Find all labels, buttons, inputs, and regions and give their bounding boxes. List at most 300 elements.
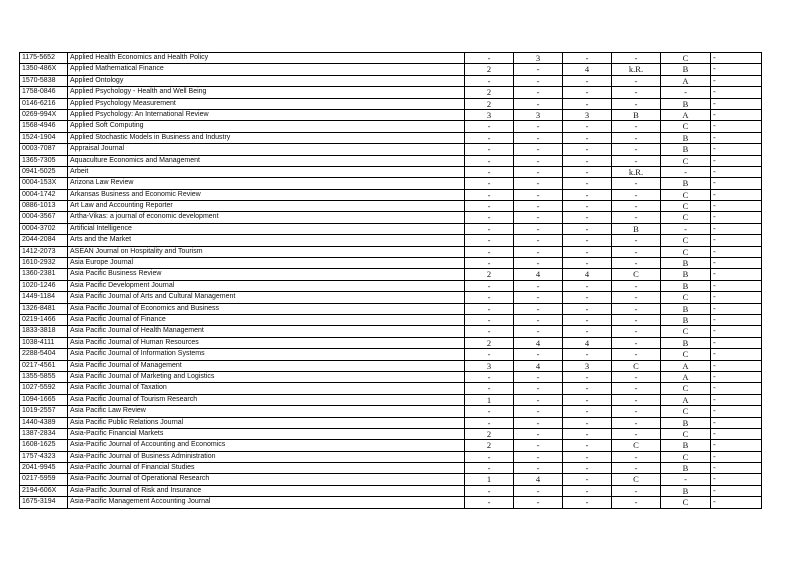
rating-col-5: B (661, 417, 711, 428)
table-body (20, 53, 762, 509)
issn-cell: 1094-1665 (20, 394, 68, 405)
rating-col-2: - (514, 87, 563, 98)
journal-title-cell: Asia Pacific Journal of Finance (68, 314, 465, 325)
rating-col-4: - (612, 303, 661, 314)
rating-col-3: - (563, 474, 612, 485)
rating-col-6: - (711, 155, 762, 166)
rating-col-1: - (465, 144, 514, 155)
rating-col-1: - (465, 406, 514, 417)
table-row (20, 53, 762, 64)
journal-title-cell: Asia Europe Journal (68, 258, 465, 269)
issn-cell: 1758-0846 (20, 87, 68, 98)
journal-title-cell: Asia-Pacific Management Accounting Journal (68, 497, 465, 508)
journal-title-cell: Artificial Intelligence (68, 223, 465, 234)
rating-col-5: C (661, 212, 711, 223)
rating-col-1: - (465, 349, 514, 360)
rating-col-3: - (563, 280, 612, 291)
rating-col-3: - (563, 132, 612, 143)
rating-col-6: - (711, 326, 762, 337)
journal-title-cell: Asia Pacific Journal of Taxation (68, 383, 465, 394)
rating-col-1: 1 (465, 394, 514, 405)
rating-col-3: - (563, 417, 612, 428)
table-row (20, 144, 762, 155)
table-row (20, 258, 762, 269)
rating-col-4: - (612, 53, 661, 64)
rating-col-5: B (661, 98, 711, 109)
rating-col-5: C (661, 406, 711, 417)
rating-col-3: - (563, 463, 612, 474)
rating-col-6: - (711, 53, 762, 64)
rating-col-6: - (711, 394, 762, 405)
rating-col-6: - (711, 201, 762, 212)
table-row (20, 497, 762, 508)
table-row (20, 394, 762, 405)
table-row (20, 314, 762, 325)
rating-col-4: - (612, 235, 661, 246)
journal-title-cell: Asia Pacific Journal of Health Management (68, 326, 465, 337)
issn-cell: 0004-3702 (20, 223, 68, 234)
rating-col-6: - (711, 144, 762, 155)
rating-col-2: - (514, 383, 563, 394)
rating-col-4: - (612, 349, 661, 360)
table-row (20, 155, 762, 166)
rating-col-5: C (661, 383, 711, 394)
rating-col-4: - (612, 383, 661, 394)
rating-col-1: - (465, 178, 514, 189)
rating-col-1: - (465, 132, 514, 143)
issn-cell: 1524-1904 (20, 132, 68, 143)
rating-col-1: - (465, 166, 514, 177)
rating-col-3: - (563, 258, 612, 269)
journal-title-cell: Asia Pacific Journal of Information Systems (68, 349, 465, 360)
rating-col-3: - (563, 246, 612, 257)
rating-col-6: - (711, 497, 762, 508)
table-row (20, 303, 762, 314)
rating-col-3: 3 (563, 109, 612, 120)
issn-cell: 1610-2932 (20, 258, 68, 269)
rating-col-6: - (711, 269, 762, 280)
rating-col-3: - (563, 349, 612, 360)
issn-cell: 0146-6216 (20, 98, 68, 109)
rating-col-5: A (661, 75, 711, 86)
journal-title-cell: Appraisal Journal (68, 144, 465, 155)
rating-col-6: - (711, 303, 762, 314)
rating-col-1: 2 (465, 64, 514, 75)
table-row (20, 326, 762, 337)
rating-col-1: - (465, 223, 514, 234)
issn-cell: 1020-1246 (20, 280, 68, 291)
journal-title-cell: Arts and the Market (68, 235, 465, 246)
journal-title-cell: Asia Pacific Journal of Management (68, 360, 465, 371)
rating-col-3: 3 (563, 360, 612, 371)
rating-col-6: - (711, 64, 762, 75)
rating-col-2: - (514, 235, 563, 246)
table-row (20, 246, 762, 257)
rating-col-6: - (711, 383, 762, 394)
rating-col-1: - (465, 326, 514, 337)
journal-title-cell: Art Law and Accounting Reporter (68, 201, 465, 212)
rating-col-2: - (514, 201, 563, 212)
table-row (20, 337, 762, 348)
rating-col-4: C (612, 269, 661, 280)
rating-col-3: - (563, 406, 612, 417)
rating-col-5: C (661, 428, 711, 439)
journal-title-cell: Arbeit (68, 166, 465, 177)
rating-col-5: B (661, 132, 711, 143)
rating-col-5: - (661, 166, 711, 177)
rating-col-4: - (612, 189, 661, 200)
rating-col-1: 1 (465, 474, 514, 485)
rating-col-5: B (661, 280, 711, 291)
rating-col-3: - (563, 155, 612, 166)
rating-col-2: - (514, 394, 563, 405)
rating-col-3: - (563, 189, 612, 200)
rating-col-5: C (661, 121, 711, 132)
rating-col-1: 2 (465, 269, 514, 280)
rating-col-3: 4 (563, 269, 612, 280)
rating-col-6: - (711, 349, 762, 360)
rating-col-6: - (711, 451, 762, 462)
rating-col-3: - (563, 178, 612, 189)
table-row (20, 463, 762, 474)
journal-title-cell: Asia-Pacific Journal of Business Administration (68, 451, 465, 462)
rating-col-3: - (563, 326, 612, 337)
issn-cell: 1449-1184 (20, 292, 68, 303)
journal-title-cell: Artha-Vikas: a journal of economic development (68, 212, 465, 223)
rating-col-6: - (711, 132, 762, 143)
table-row (20, 349, 762, 360)
rating-col-1: - (465, 53, 514, 64)
table-row (20, 474, 762, 485)
rating-col-2: - (514, 406, 563, 417)
journal-title-cell: Asia Pacific Public Relations Journal (68, 417, 465, 428)
rating-col-4: - (612, 280, 661, 291)
rating-col-4: - (612, 292, 661, 303)
journal-ranking-table (19, 52, 761, 507)
journal-title-cell: Asia-Pacific Journal of Operational Research (68, 474, 465, 485)
rating-col-1: - (465, 246, 514, 257)
rating-col-2: - (514, 98, 563, 109)
rating-col-4: - (612, 371, 661, 382)
rating-col-2: - (514, 75, 563, 86)
rating-col-6: - (711, 75, 762, 86)
table-row (20, 383, 762, 394)
table-row (20, 406, 762, 417)
journal-title-cell: Arkansas Business and Economic Review (68, 189, 465, 200)
rating-col-6: - (711, 258, 762, 269)
rating-col-4: - (612, 212, 661, 223)
rating-col-6: - (711, 337, 762, 348)
rating-col-6: - (711, 98, 762, 109)
issn-cell: 0004-153X (20, 178, 68, 189)
issn-cell: 1440-4389 (20, 417, 68, 428)
rating-col-1: - (465, 280, 514, 291)
rating-col-2: - (514, 132, 563, 143)
table-row (20, 371, 762, 382)
issn-cell: 0004-1742 (20, 189, 68, 200)
rating-col-3: - (563, 121, 612, 132)
rating-col-2: - (514, 428, 563, 439)
rating-col-4: - (612, 497, 661, 508)
rating-col-2: - (514, 463, 563, 474)
rating-col-3: - (563, 98, 612, 109)
issn-cell: 1608-1625 (20, 440, 68, 451)
journal-title-cell: Applied Health Economics and Health Policy (68, 53, 465, 64)
journal-title-cell: Asia Pacific Journal of Economics and Business (68, 303, 465, 314)
rating-col-6: - (711, 280, 762, 291)
rating-col-1: - (465, 371, 514, 382)
issn-cell: 1019-2557 (20, 406, 68, 417)
rating-col-3: - (563, 371, 612, 382)
table-row (20, 132, 762, 143)
rating-col-3: - (563, 485, 612, 496)
rating-col-2: - (514, 326, 563, 337)
table-row (20, 109, 762, 120)
journal-title-cell: ASEAN Journal on Hospitality and Tourism (68, 246, 465, 257)
rating-col-4: - (612, 178, 661, 189)
rating-col-6: - (711, 440, 762, 451)
rating-col-6: - (711, 223, 762, 234)
rating-col-4: - (612, 75, 661, 86)
rating-col-5: C (661, 349, 711, 360)
journal-title-cell: Asia-Pacific Journal of Financial Studies (68, 463, 465, 474)
table-row (20, 417, 762, 428)
rating-col-2: - (514, 292, 563, 303)
rating-col-5: - (661, 223, 711, 234)
rating-col-1: - (465, 212, 514, 223)
rating-col-3: 4 (563, 64, 612, 75)
rating-col-2: 4 (514, 269, 563, 280)
issn-cell: 2044-2084 (20, 235, 68, 246)
rating-col-6: - (711, 406, 762, 417)
table-row (20, 440, 762, 451)
rating-col-4: - (612, 337, 661, 348)
issn-cell: 1175-5652 (20, 53, 68, 64)
rating-col-2: - (514, 223, 563, 234)
rating-col-5: - (661, 474, 711, 485)
rating-col-4: C (612, 360, 661, 371)
rating-col-5: C (661, 292, 711, 303)
issn-cell: 0886-1013 (20, 201, 68, 212)
table-row (20, 201, 762, 212)
table-row (20, 269, 762, 280)
table-row (20, 75, 762, 86)
rating-col-4: k.R. (612, 64, 661, 75)
rating-col-2: - (514, 212, 563, 223)
rating-col-3: - (563, 303, 612, 314)
rating-col-1: - (465, 417, 514, 428)
rating-col-2: 4 (514, 474, 563, 485)
rating-col-4: - (612, 417, 661, 428)
journal-title-cell: Applied Stochastic Models in Business and Industry (68, 132, 465, 143)
issn-cell: 1387-2834 (20, 428, 68, 439)
rating-col-2: 4 (514, 360, 563, 371)
rating-col-1: 2 (465, 87, 514, 98)
rating-col-3: - (563, 440, 612, 451)
rating-col-2: - (514, 178, 563, 189)
rating-col-2: - (514, 451, 563, 462)
rating-col-6: - (711, 246, 762, 257)
rating-col-3: - (563, 451, 612, 462)
rating-col-5: C (661, 246, 711, 257)
issn-cell: 0003-7087 (20, 144, 68, 155)
rating-col-2: - (514, 64, 563, 75)
issn-cell: 1568-4946 (20, 121, 68, 132)
table-row (20, 235, 762, 246)
rating-col-3: - (563, 292, 612, 303)
rating-col-2: - (514, 189, 563, 200)
rating-col-4: - (612, 132, 661, 143)
rating-col-2: - (514, 371, 563, 382)
issn-cell: 2041-9945 (20, 463, 68, 474)
rating-col-2: - (514, 303, 563, 314)
journal-title-cell: Applied Psychology: An International Review (68, 109, 465, 120)
rating-col-2: - (514, 155, 563, 166)
journal-title-cell: Asia Pacific Journal of Human Resources (68, 337, 465, 348)
table-row (20, 189, 762, 200)
rating-col-6: - (711, 212, 762, 223)
rating-col-2: - (514, 417, 563, 428)
rating-col-4: - (612, 258, 661, 269)
rating-col-3: - (563, 314, 612, 325)
rating-col-4: B (612, 109, 661, 120)
journal-title-cell: Asia Pacific Business Review (68, 269, 465, 280)
rating-col-4: - (612, 87, 661, 98)
rating-col-3: - (563, 201, 612, 212)
rating-col-6: - (711, 87, 762, 98)
rating-col-3: - (563, 223, 612, 234)
rating-col-5: B (661, 314, 711, 325)
rating-col-6: - (711, 371, 762, 382)
table-row (20, 292, 762, 303)
rating-col-1: - (465, 497, 514, 508)
rating-col-6: - (711, 189, 762, 200)
rating-col-5: B (661, 144, 711, 155)
journal-title-cell: Aquaculture Economics and Management (68, 155, 465, 166)
rating-col-2: - (514, 280, 563, 291)
rating-col-6: - (711, 463, 762, 474)
issn-cell: 0217-5959 (20, 474, 68, 485)
rating-col-3: - (563, 53, 612, 64)
issn-cell: 2194-606X (20, 485, 68, 496)
rating-col-5: C (661, 497, 711, 508)
rating-col-5: A (661, 394, 711, 405)
rating-col-5: C (661, 189, 711, 200)
issn-cell: 0941-5025 (20, 166, 68, 177)
table-row (20, 485, 762, 496)
rating-col-2: - (514, 121, 563, 132)
rating-col-4: B (612, 223, 661, 234)
journal-title-cell: Applied Ontology (68, 75, 465, 86)
rating-col-5: B (661, 463, 711, 474)
table-row (20, 178, 762, 189)
issn-cell: 1355-5855 (20, 371, 68, 382)
rating-col-2: - (514, 166, 563, 177)
table-row (20, 64, 762, 75)
rating-col-5: C (661, 451, 711, 462)
table-row (20, 212, 762, 223)
rating-col-2: - (514, 485, 563, 496)
rating-col-5: C (661, 53, 711, 64)
rating-col-6: - (711, 485, 762, 496)
table-row (20, 451, 762, 462)
rating-col-4: - (612, 485, 661, 496)
table-row (20, 121, 762, 132)
rating-col-5: B (661, 258, 711, 269)
rating-col-5: B (661, 485, 711, 496)
rating-col-6: - (711, 109, 762, 120)
rating-col-5: B (661, 178, 711, 189)
rating-col-5: B (661, 269, 711, 280)
rating-col-4: - (612, 451, 661, 462)
rating-col-4: - (612, 463, 661, 474)
rating-col-6: - (711, 474, 762, 485)
issn-cell: 1360-2381 (20, 269, 68, 280)
rating-col-5: C (661, 235, 711, 246)
journal-title-cell: Applied Mathematical Finance (68, 64, 465, 75)
rating-col-1: - (465, 303, 514, 314)
journal-title-cell: Asia Pacific Journal of Marketing and Logistics (68, 371, 465, 382)
issn-cell: 1757-4323 (20, 451, 68, 462)
rating-col-3: - (563, 428, 612, 439)
rating-col-3: - (563, 144, 612, 155)
issn-cell: 1350-486X (20, 64, 68, 75)
rating-col-1: - (465, 463, 514, 474)
issn-cell: 1038-4111 (20, 337, 68, 348)
journal-title-cell: Applied Psychology Measurement (68, 98, 465, 109)
table-row (20, 87, 762, 98)
journal-title-cell: Asia Pacific Development Journal (68, 280, 465, 291)
table-row (20, 98, 762, 109)
rating-col-1: 2 (465, 440, 514, 451)
journal-title-cell: Arizona Law Review (68, 178, 465, 189)
rating-col-6: - (711, 166, 762, 177)
rating-col-5: C (661, 155, 711, 166)
issn-cell: 0219-1466 (20, 314, 68, 325)
rating-col-3: - (563, 497, 612, 508)
rating-col-4: - (612, 314, 661, 325)
rating-col-3: - (563, 166, 612, 177)
rating-col-5: B (661, 64, 711, 75)
table-row (20, 360, 762, 371)
rating-col-4: - (612, 98, 661, 109)
rating-col-1: - (465, 235, 514, 246)
rating-col-4: C (612, 440, 661, 451)
rating-col-1: - (465, 121, 514, 132)
rating-col-5: C (661, 201, 711, 212)
rating-col-4: - (612, 406, 661, 417)
rating-col-6: - (711, 121, 762, 132)
rating-col-4: - (612, 121, 661, 132)
rating-col-4: k.R. (612, 166, 661, 177)
rating-col-5: A (661, 109, 711, 120)
rating-col-6: - (711, 292, 762, 303)
rating-col-2: 3 (514, 109, 563, 120)
rating-col-3: - (563, 394, 612, 405)
issn-cell: 1570-5838 (20, 75, 68, 86)
rating-col-5: A (661, 371, 711, 382)
rating-col-2: - (514, 440, 563, 451)
rating-col-1: - (465, 155, 514, 166)
rating-col-1: 2 (465, 428, 514, 439)
rating-col-1: 2 (465, 337, 514, 348)
rating-col-1: - (465, 189, 514, 200)
rating-col-2: - (514, 144, 563, 155)
rating-col-2: - (514, 258, 563, 269)
rating-col-2: - (514, 349, 563, 360)
issn-cell: 1412-2073 (20, 246, 68, 257)
table-row (20, 223, 762, 234)
